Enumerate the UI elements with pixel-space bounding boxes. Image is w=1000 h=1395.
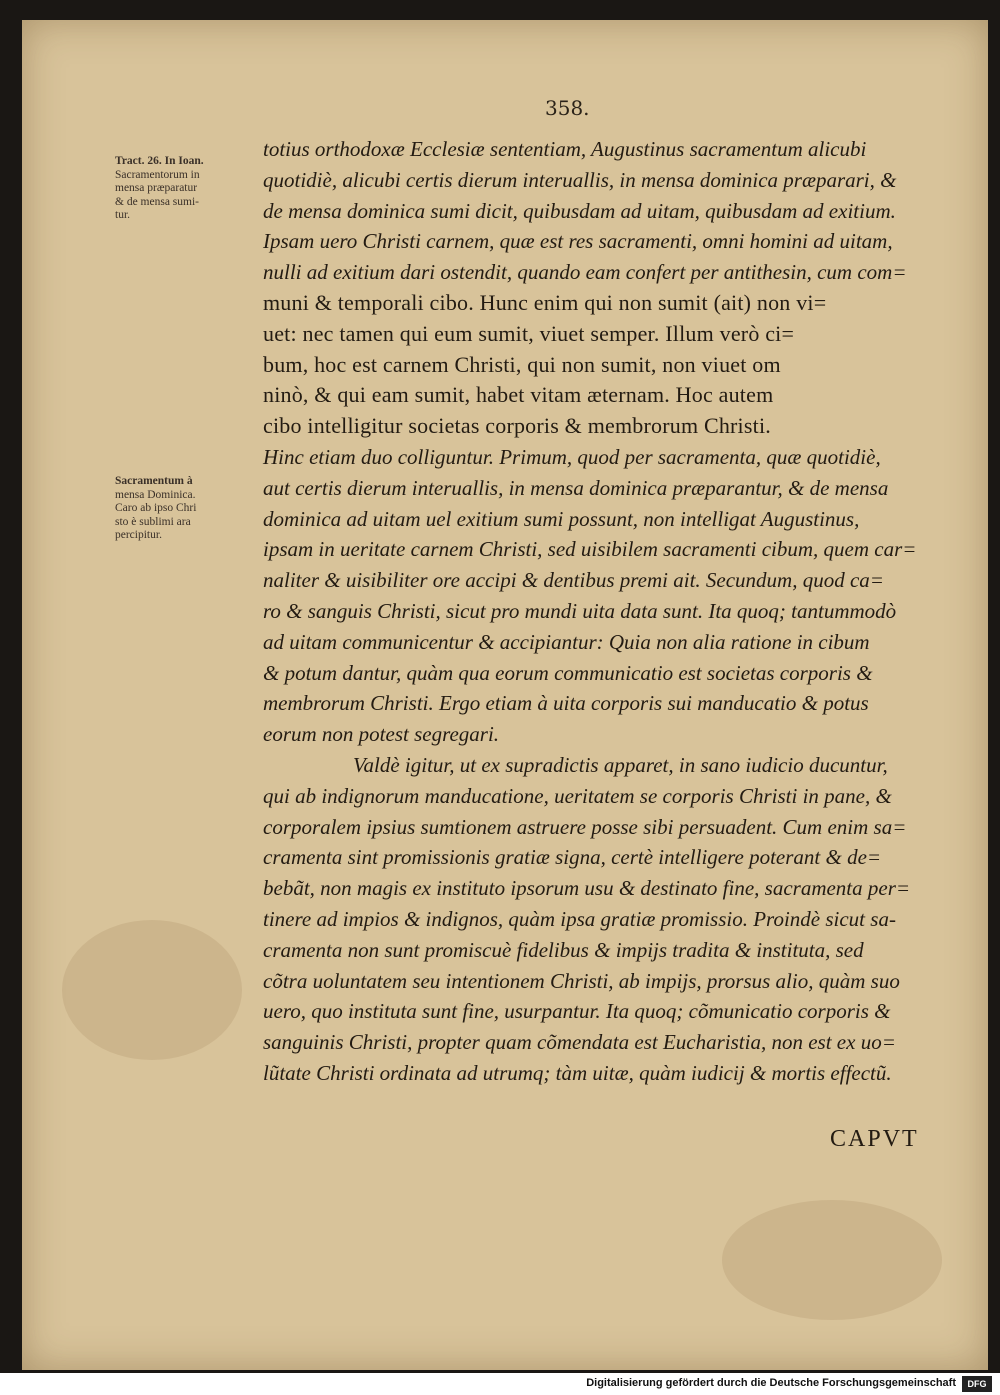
footer-credit: Digitalisierung gefördert durch die Deutsche Forschungsgemeinschaft bbox=[586, 1377, 956, 1389]
margin-note-line: mensa præparatur bbox=[115, 182, 198, 194]
margin-note-line: mensa Dominica. bbox=[115, 488, 196, 501]
text-line: cramenta sint promissionis gratiæ signa, certè intelligere poterant & de= bbox=[263, 845, 882, 870]
text-line: ad uitam communicentur & accipiantur: Quia non alia ratione in cibum bbox=[263, 629, 870, 654]
text-line: nulli ad exitium dari ostendit, quando eam confert per antithesin, cum com= bbox=[263, 260, 907, 285]
paper-stain bbox=[722, 1200, 942, 1320]
body-text bbox=[263, 134, 943, 1089]
margin-note bbox=[115, 475, 196, 543]
text-line: dominica ad uitam uel exitium sumi possunt, non intelligat Augustinus, bbox=[263, 506, 860, 531]
text-line: & potum dantur, quàm qua eorum communicatio est societas corporis & bbox=[263, 660, 873, 685]
margin-note-line: Caro ab ipso Chri bbox=[115, 502, 197, 514]
text-line: ninò, & qui eam sumit, habet vitam æternam. Hoc autem bbox=[263, 382, 774, 408]
dfg-logo: DFG bbox=[962, 1376, 992, 1392]
text-line: aut certis dierum interuallis, in mensa dominica præparantur, & de mensa bbox=[263, 475, 889, 500]
margin-note-line: Sacramentorum in bbox=[115, 168, 200, 181]
margin-note-line: Sacramentum à bbox=[115, 475, 193, 487]
text-line: Ipsam uero Christi carnem, quæ est res sacramenti, omni homini ad uitam, bbox=[263, 229, 893, 254]
margin-note-line: sto è sublimi ara bbox=[115, 515, 191, 528]
text-line: quotidiè, alicubi certis dierum interuallis, in mensa dominica præparari, & bbox=[263, 167, 897, 192]
text-line: bebãt, non magis ex instituto ipsorum usu & destinato fine, sacramenta per= bbox=[263, 876, 911, 901]
margin-note-line: & de mensa sumi- bbox=[115, 195, 199, 208]
paper-stain bbox=[62, 920, 242, 1060]
text-line: cramenta non sunt promiscuè fidelibus & impijs tradita & instituta, sed bbox=[263, 937, 864, 962]
text-line: corporalem ipsius sumtionem astruere posse sibi persuadent. Cum enim sa= bbox=[263, 814, 907, 839]
text-line: Valdè igitur, ut ex supradictis apparet, in sano iudicio ducuntur, bbox=[353, 752, 888, 777]
footer-bar bbox=[0, 1373, 1000, 1395]
margin-note-line: Tract. 26. In Ioan. bbox=[115, 155, 204, 167]
text-line: uet: nec tamen qui eum sumit, viuet semper. Illum verò ci= bbox=[263, 320, 795, 346]
text-line: cibo intelligitur societas corporis & membrorum Christi. bbox=[263, 413, 771, 439]
margin-note-line: percipitur. bbox=[115, 529, 162, 541]
text-line: uero, quo instituta sunt fine, usurpantur. Ita quoq; cõmunicatio corporis & bbox=[263, 999, 891, 1024]
text-line: naliter & uisibiliter ore accipi & dentibus premi ait. Secundum, quod ca= bbox=[263, 568, 884, 593]
text-line: ipsam in ueritate carnem Christi, sed uisibilem sacramenti cibum, quem car= bbox=[263, 537, 917, 562]
text-line: tinere ad impios & indignos, quàm ipsa gratiæ promissio. Proindè sicut sa- bbox=[263, 906, 896, 931]
text-line: qui ab indignorum manducatione, ueritatem se corporis Christi in pane, & bbox=[263, 783, 892, 808]
text-line: lũtate Christi ordinata ad utrumq; tàm uitæ, quàm iudicij & mortis effectũ. bbox=[263, 1060, 892, 1085]
text-line: totius orthodoxæ Ecclesiæ sententiam, Augustinus sacramentum alicubi bbox=[263, 137, 867, 161]
text-line: bum, hoc est carnem Christi, qui non sumit, non viuet om bbox=[263, 351, 781, 377]
text-line: muni & temporali cibo. Hunc enim qui non sumit (ait) non vi= bbox=[263, 289, 827, 315]
text-line: sanguinis Christi, propter quam cõmendata est Eucharistia, non est ex uo= bbox=[263, 1030, 896, 1055]
text-line: de mensa dominica sumi dicit, quibusdam ad uitam, quibusdam ad exitium. bbox=[263, 198, 896, 223]
text-line: membrorum Christi. Ergo etiam à uita corporis sui manducatio & potus bbox=[263, 691, 869, 716]
text-line: cõtra uoluntatem seu intentionem Christi, ab impijs, prorsus alio, quàm suo bbox=[263, 968, 900, 993]
margin-note bbox=[115, 155, 204, 223]
text-line: eorum non potest segregari. bbox=[263, 722, 500, 747]
page-number: 358. bbox=[545, 96, 590, 120]
margin-note-line: tur. bbox=[115, 209, 131, 221]
text-line: Hinc etiam duo colliguntur. Primum, quod per sacramenta, quæ quotidiè, bbox=[263, 444, 881, 469]
catchword: CAPVT bbox=[830, 1126, 919, 1152]
text-line: ro & sanguis Christi, sicut pro mundi uita data sunt. Ita quoq; tantummodò bbox=[263, 598, 897, 623]
